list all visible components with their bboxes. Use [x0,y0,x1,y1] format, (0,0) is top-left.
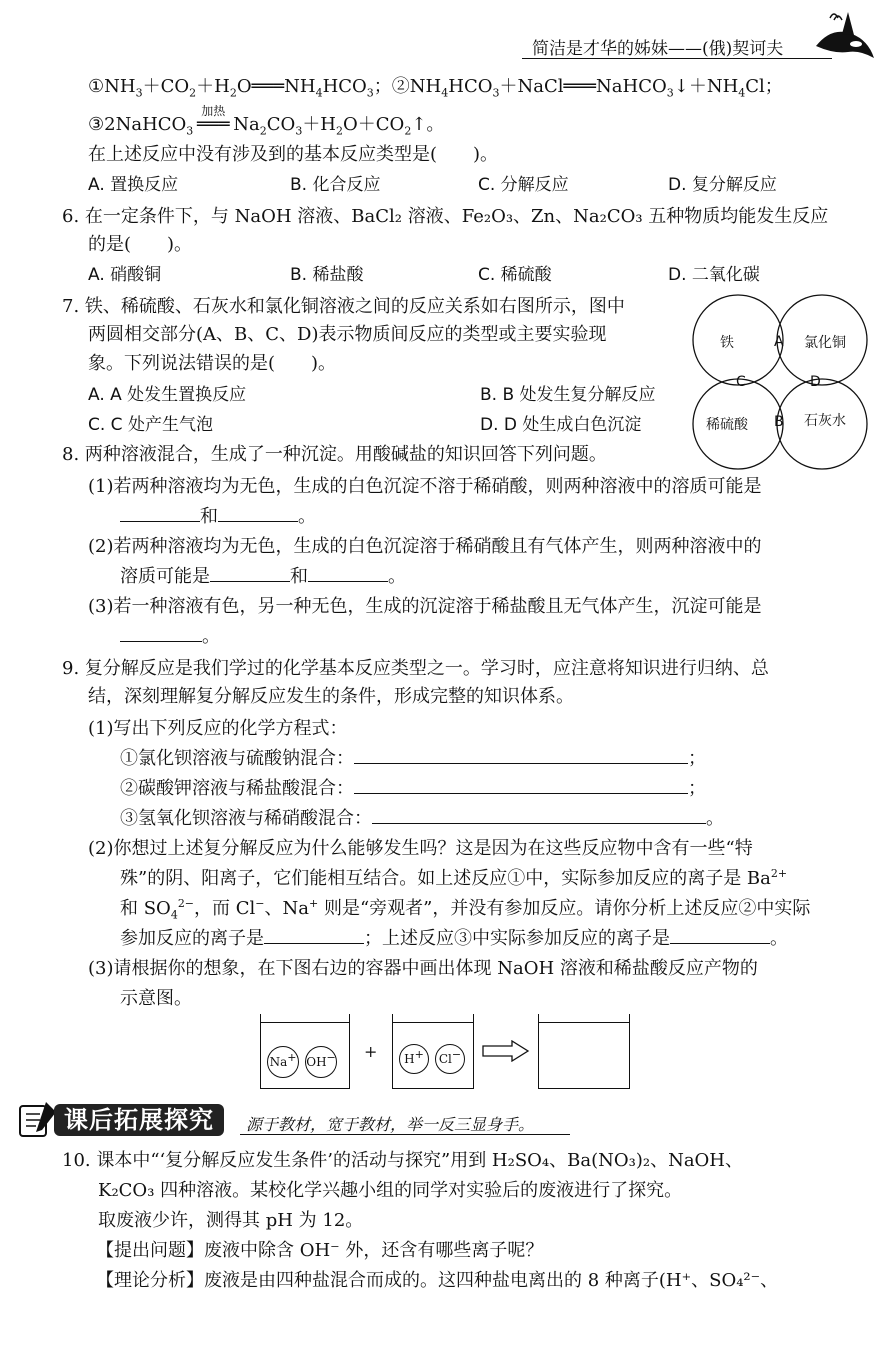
q7-option-b: B. B 处发生复分解反应 [480,385,656,405]
q10-line-4: 【提出问题】废液中除含 OH⁻ 外，还含有哪些离子呢？ [96,1240,544,1261]
q9-reaction-1: ①氯化钡溶液与硫酸钠混合： ； [120,744,706,774]
ion-na: Na+ [267,1046,299,1078]
q8-blank-1b[interactable] [218,503,298,522]
pen-tablet-icon [18,1100,58,1142]
q7-line-3: 象。下列说法错误的是( )。 [88,353,337,374]
venn-label-limewater: 石灰水 [804,413,846,429]
banner-underline [240,1134,570,1135]
q9-reaction-3: ③氢氧化钡溶液与稀硝酸混合： 。 [120,804,724,834]
q8-blank-1a[interactable] [120,503,200,522]
venn-label-iron: 铁 [720,335,734,351]
beaker-hcl [392,1014,474,1089]
q8-part-2-answer: 溶质可能是 和 。 [120,562,406,592]
q7-option-c: C. C 处产生气泡 [88,415,213,435]
q8-part-3: (3)若一种溶液有色，另一种无色，生成的沉淀溶于稀盐酸且无气体产生，沉淀可能是 [88,596,762,617]
q8-part-1-answer: 和 。 [120,502,316,532]
q9-part-1: (1)写出下列反应的化学方程式： [88,718,348,739]
q9-part-2-line-2: 殊”的阴、阳离子，它们能相互结合。如上述反应①中，实际参加反应的离子是 $Ba^{2+}$ [120,867,788,889]
orca-logo-icon [812,6,878,66]
header-rule [522,58,832,59]
ion-h: H+ [399,1044,429,1074]
q9-line-2: 结，深刻理解复分解反应发生的条件，形成完整的知识体系。 [88,686,574,707]
beaker-liquid-line [261,1022,349,1023]
q5-equation-1-2: $①NH_3+CO_2+H_2O═══NH_4HCO_3$；$②NH_4HCO_3+NaCl═══NaHCO_3↓+NH_4Cl$； [88,76,783,100]
q6-option-d: D. 二氧化碳 [668,265,760,285]
q10-line-3: 取废液少许，测得其 pH 为 12。 [98,1210,364,1231]
q5-option-a: A. 置换反应 [88,175,179,195]
ion-oh: OH− [305,1046,337,1078]
q9-part-2-line-1: (2)你想过上述复分解反应为什么能够发生吗？这是因为在这些反应物中含有一些“特 [88,838,753,859]
q8-part-2: (2)若两种溶液均为无色，生成的白色沉淀溶于稀硝酸且有气体产生，则两种溶液中的 [88,536,762,557]
venn-label-dilute-sulfuric-acid: 稀硫酸 [706,417,748,433]
beaker-liquid-line [393,1022,473,1023]
q6-option-b: B. 稀盐酸 [290,265,364,285]
q9-blank-r3[interactable] [372,805,706,824]
ion-cl: Cl− [435,1044,465,1074]
beaker-empty-answer[interactable] [538,1014,630,1089]
venn-label-copper-chloride: 氯化铜 [804,335,846,351]
plus-sign: + [364,1042,378,1061]
q9-blank-ions-3[interactable] [670,925,770,944]
q9-part-3-line-1: (3)请根据你的想象，在下图右边的容器中画出体现 NaOH 溶液和稀盐酸反应产物的 [88,958,758,979]
q6-line-1: 6. 在一定条件下，与 NaOH 溶液、BaCl₂ 溶液、Fe₂O₃、Zn、Na₂CO₃ 五种物质均能发生反应 [62,206,829,227]
q5-question: 在上述反应中没有涉及到的基本反应类型是( )。 [88,144,499,165]
q5-equation-3: ③2NaHCO$_3$ 加热 ═══ $Na_2CO_3+H_2O+CO_2↑$。 [88,104,445,138]
beaker-liquid-line [539,1022,629,1023]
q8-blank-2a[interactable] [210,563,290,582]
q10-line-5: 【理论分析】废液是由四种盐混合而成的。这四种盐电离出的 8 种离子(H⁺、SO₄²⁻、 [96,1270,779,1291]
q6-option-c: C. 稀硫酸 [478,265,552,285]
q6-line-2: 的是( )。 [88,234,193,255]
venn-region-d: D [810,374,821,390]
q9-line-1: 9. 复分解反应是我们学过的化学基本反应类型之一。学习时，应注意将知识进行归纳、总 [62,658,769,679]
banner-title: 课后拓展探究 [54,1104,224,1136]
q9-part-2-line-4: 参加反应的离子是 ；上述反应③中实际参加反应的离子是 。 [120,924,788,954]
q8-blank-3[interactable] [120,623,202,642]
q7-line-2: 两圆相交部分(A、B、C、D)表示物质间反应的类型或主要实验现 [88,324,607,345]
q7-option-a: A. A 处发生置换反应 [88,385,247,405]
q9-blank-r1[interactable] [354,745,688,764]
q9-reaction-2: ②碳酸钾溶液与稀盐酸混合： ； [120,774,706,804]
q7-venn-diagram [690,292,870,472]
q9-blank-ions-2[interactable] [264,925,364,944]
right-arrow-icon [482,1040,530,1066]
q8-part-1: (1)若两种溶液均为无色，生成的白色沉淀不溶于稀硝酸，则两种溶液中的溶质可能是 [88,476,762,497]
q7-option-d: D. D 处生成白色沉淀 [480,415,642,435]
q5-option-d: D. 复分解反应 [668,175,777,195]
q9-blank-r2[interactable] [354,775,688,794]
q5-option-b: B. 化合反应 [290,175,381,195]
q8-blank-2b[interactable] [308,563,388,582]
q9-part-2-line-3: 和 $SO_4^{2-}$，而 Cl−、Na+ 则是“旁观者”，并没有参加反应。请你分析上述反应②中实际 [120,897,811,922]
q8-part-3-answer: 。 [120,622,220,652]
venn-region-b: B [774,414,784,430]
q8-line-1: 8. 两种溶液混合，生成了一种沉淀。用酸碱盐的知识回答下列问题。 [62,444,607,465]
q10-line-1: 10. 课本中“‘复分解反应发生条件’的活动与探究”用到 H₂SO₄、Ba(NO₃)₂、NaOH、 [62,1150,744,1171]
q6-option-a: A. 硝酸铜 [88,265,162,285]
q10-line-2: K₂CO₃ 四种溶液。某校化学兴趣小组的同学对实验后的废液进行了探究。 [98,1180,683,1201]
q7-line-1: 7. 铁、稀硫酸、石灰水和氯化铜溶液之间的反应关系如右图所示，图中 [62,296,625,317]
banner-subtitle: 源于教材，宽于教材，举一反三显身手。 [246,1115,535,1134]
header-quote: 简洁是才华的姊妹——(俄)契诃夫 [532,39,784,59]
q9-part-3-line-2: 示意图。 [120,988,192,1009]
venn-region-a: A [774,334,784,350]
beaker-naoh [260,1014,350,1089]
venn-region-c: C [736,374,746,390]
q5-option-c: C. 分解反应 [478,175,569,195]
